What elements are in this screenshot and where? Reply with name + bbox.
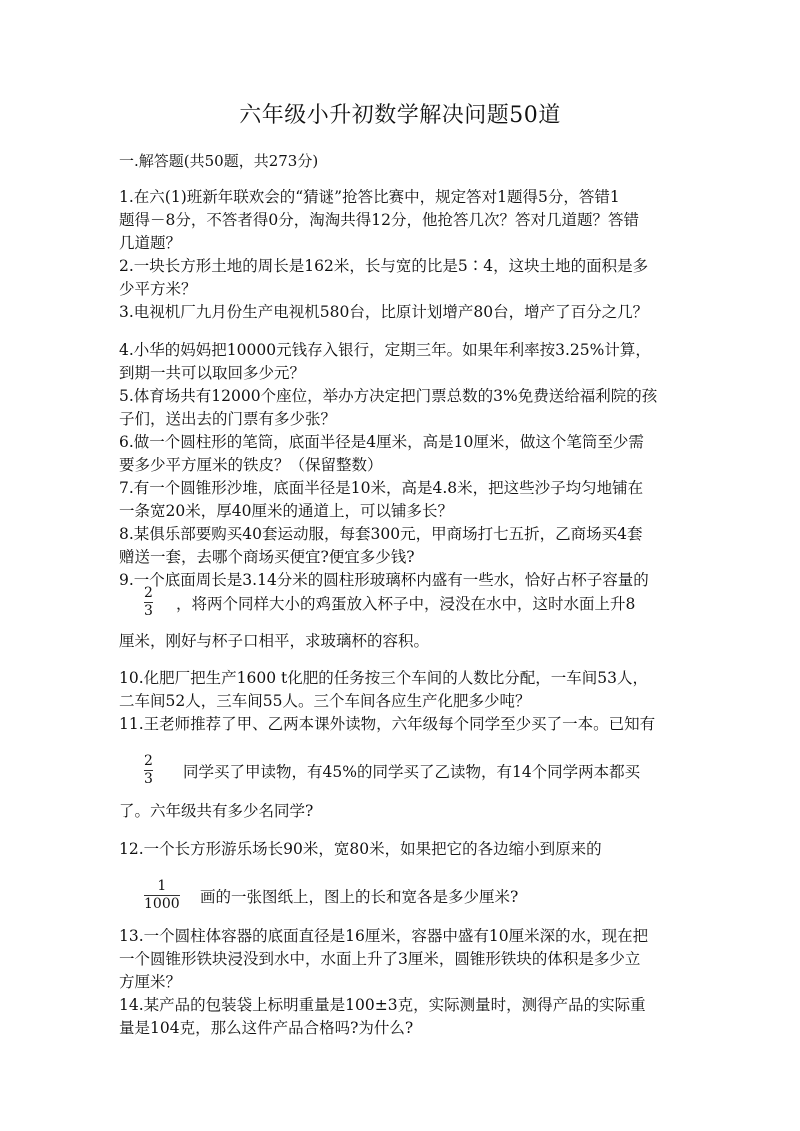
question-14-line-2: 量是104克，那么这件产品合格吗?为什么? <box>119 1019 414 1037</box>
fraction-denominator: 3 <box>144 771 153 787</box>
question-1-line-2: 题得－8分，不答者得0分，淘淘共得12分，他抢答几次？答对几道题？答错 <box>119 211 639 229</box>
fraction-denominator: 1000 <box>144 896 180 912</box>
question-9-fraction <box>144 586 153 619</box>
question-12-line-1: 12.一个长方形游乐场长90米，宽80米，如果把它的各边缩小到原来的 <box>119 840 602 858</box>
page-title: 六年级小升初数学解决问题50道 <box>239 103 561 128</box>
question-9-line-1: 9.一个底面周长是3.14分米的圆柱形玻璃杯内盛有一些水，恰好占杯子容量的 <box>119 571 649 589</box>
fraction-denominator: 3 <box>144 603 153 619</box>
question-10-line-2: 二车间52人，三车间55人。三个车间各应生产化肥多少吨？ <box>119 692 531 710</box>
question-9-line-3: 厘米，刚好与杯子口相平，求玻璃杯的容积。 <box>119 632 430 650</box>
question-4-line-2: 到期一共可以取回多少元？ <box>119 364 306 382</box>
question-14-line-1: 14.某产品的包装袋上标明重量是100±3克，实际测量时，测得产品的实际重 <box>119 996 646 1014</box>
question-13-line-1: 13.一个圆柱体容器的底面直径是16厘米，容器中盛有10厘米深的水，现在把 <box>119 927 649 945</box>
question-3-line-1: 3.电视机厂九月份生产电视机580台，比原计划增产80台，增产了百分之几？ <box>119 303 649 321</box>
question-11-line-3: 了。六年级共有多少名同学? <box>119 802 314 820</box>
question-2-line-2: 少平方米？ <box>119 280 197 298</box>
question-11-fraction <box>144 754 153 787</box>
question-7-line-1: 7.有一个圆锥形沙堆，底面半径是10米，高是4.8米，把这些沙子均匀地铺在 <box>119 479 644 497</box>
question-1-line-1: 1.在六(1)班新年联欢会的“猜谜”抢答比赛中，规定答对1题得5分，答错1 <box>119 188 620 206</box>
question-5-line-2: 子们，送出去的门票有多少张？ <box>119 410 337 428</box>
fraction-numerator: 2 <box>144 585 153 601</box>
question-13-line-3: 方厘米？ <box>119 973 182 991</box>
question-8-line-1: 8.某俱乐部要购买40套运动服，每套300元，甲商场打七五折，乙商场买4套 <box>119 525 643 543</box>
question-2-line-1: 2.一块长方形土地的周长是162米，长与宽的比是5∶4，这块土地的面积是多 <box>119 257 649 275</box>
question-7-line-2: 一条宽20米，厚40厘米的通道上，可以铺多长？ <box>119 502 453 520</box>
question-12-fraction <box>144 879 180 912</box>
question-10-line-1: 10.化肥厂把生产1600 t化肥的任务按三个车间的人数比分配，一车间53人， <box>119 669 648 687</box>
question-1-line-3: 几道题？ <box>119 234 182 252</box>
question-6-line-1: 6.做一个圆柱形的笔筒，底面半径是4厘米，高是10厘米，做这个笔筒至少需 <box>119 433 644 451</box>
fraction-numerator: 1 <box>157 878 167 894</box>
question-4-line-1: 4.小华的妈妈把10000元钱存入银行，定期三年。如果年利率按3.25%计算， <box>119 341 651 359</box>
question-6-line-2: 要多少平方厘米的铁皮？（保留整数） <box>119 456 383 474</box>
question-11-line-2: 同学买了甲读物，有45%的同学买了乙读物，有14个同学两本都买 <box>183 763 641 781</box>
question-13-line-2: 一个圆锥形铁块浸没到水中，水面上升了3厘米，圆锥形铁块的体积是多少立 <box>119 950 641 968</box>
section-heading: 一.解答题(共50题，共273分) <box>119 152 319 170</box>
fraction-numerator: 2 <box>144 753 153 769</box>
question-9-line-2: ，将两个同样大小的鸡蛋放入杯子中，浸没在水中，这时水面上升8 <box>176 595 636 613</box>
question-11-line-1: 11.王老师推荐了甲、乙两本课外读物，六年级每个同学至少买了一本。已知有 <box>119 715 656 733</box>
question-5-line-1: 5.体育场共有12000个座位，举办方决定把门票总数的3%免费送给福利院的孩 <box>119 387 658 405</box>
question-8-line-2: 赠送一套，去哪个商场买便宜?便宜多少钱? <box>119 548 415 566</box>
question-12-line-2: 画的一张图纸上，图上的长和宽各是多少厘米? <box>200 888 519 906</box>
